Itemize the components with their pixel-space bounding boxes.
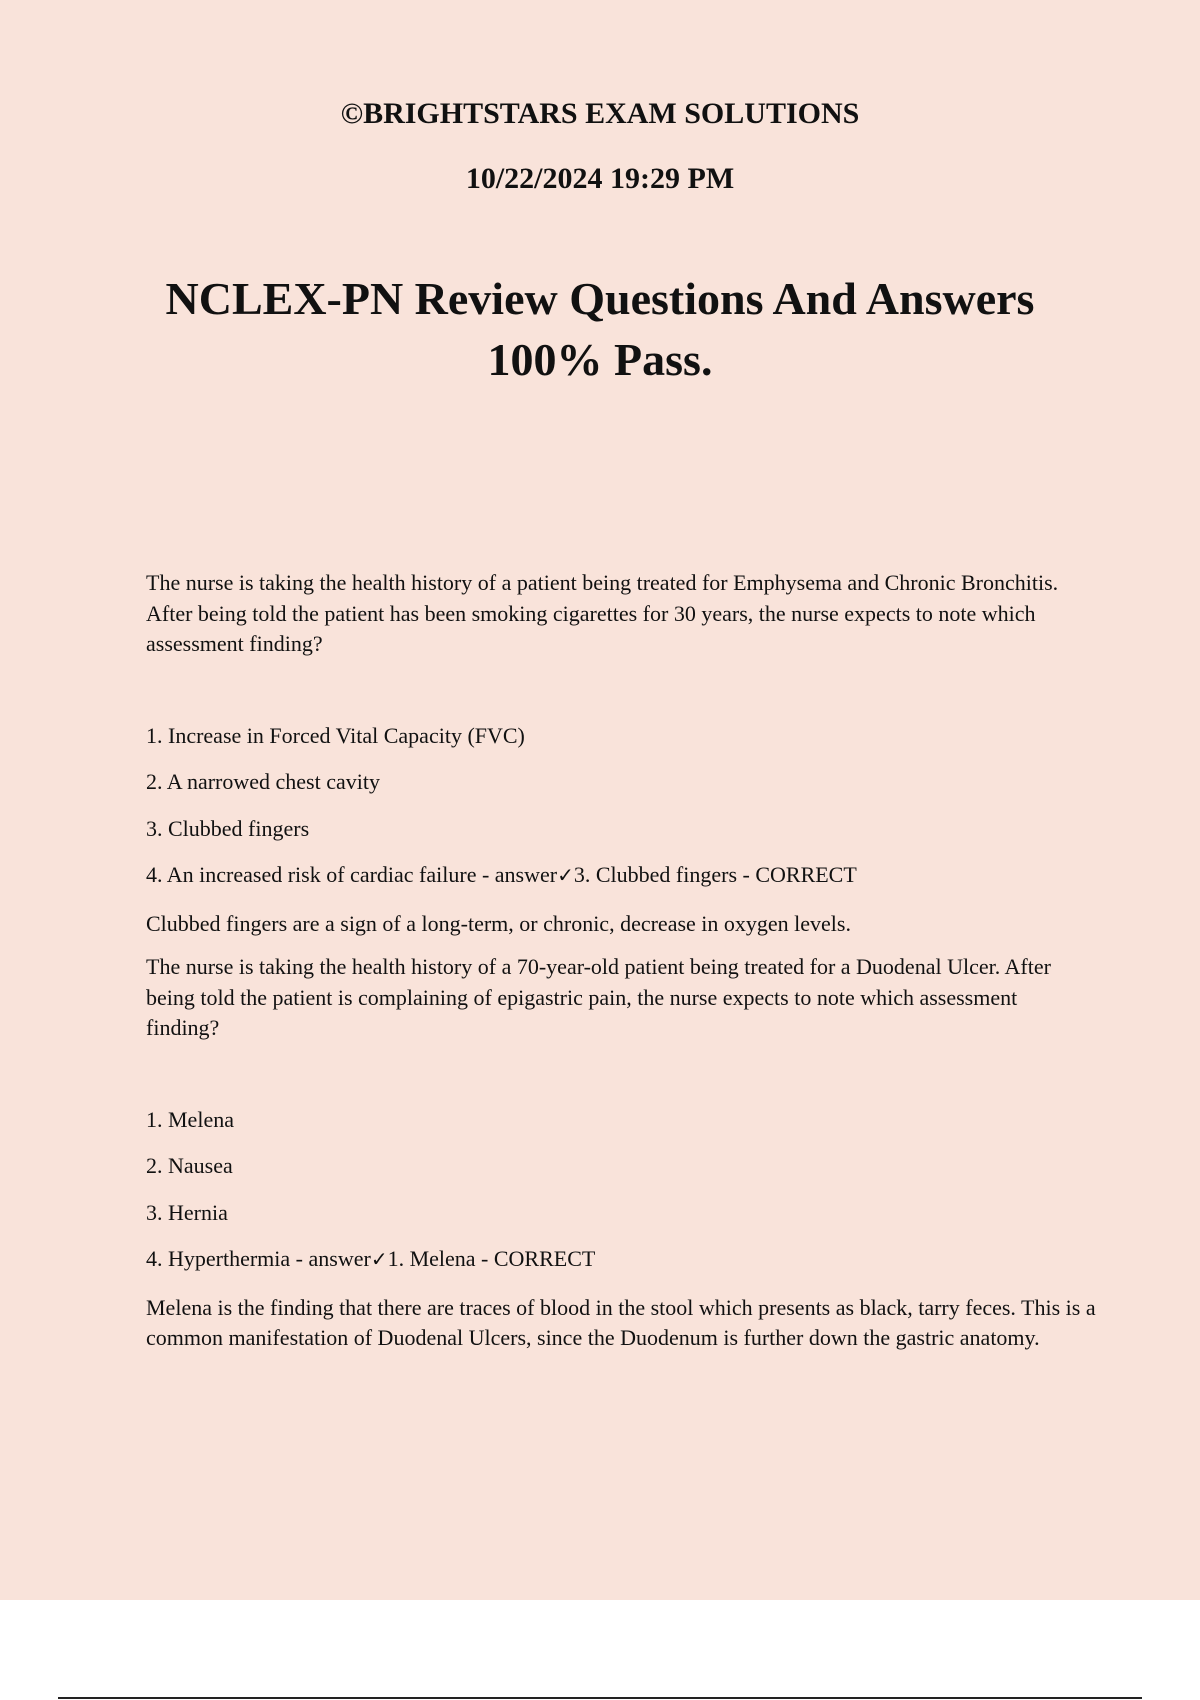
answer-option: 1. Increase in Forced Vital Capacity (FVC) bbox=[146, 722, 525, 748]
answer-option: 3. Clubbed fingers bbox=[146, 815, 310, 841]
answer-option: 2. A narrowed chest cavity bbox=[146, 769, 380, 794]
answer-option: 2. Nausea bbox=[146, 1153, 233, 1178]
answer-option-text: 4. Hyperthermia - answer bbox=[146, 1246, 371, 1271]
answer-rationale: Melena is the finding that there are traces of blood in the stool which presents as black, tarry feces. This is a common manifestation of Duodenal Ulcers, since the Duodenum is further down the gastric anatomy. bbox=[146, 1294, 1096, 1350]
header-datetime: 10/22/2024 19:29 PM bbox=[465, 162, 735, 195]
document-title-line-1: NCLEX-PN Review Questions And Answers bbox=[165, 273, 1035, 324]
checkmark-icon: ✓ bbox=[370, 1247, 388, 1271]
document-content bbox=[146, 568, 1096, 1367]
correct-answer: 1. Melena - CORRECT bbox=[387, 1246, 596, 1271]
correct-answer: 3. Clubbed fingers - CORRECT bbox=[573, 862, 857, 887]
answer-rationale: Clubbed fingers are a sign of a long-term, or chronic, decrease in oxygen levels. bbox=[146, 910, 851, 936]
answer-option: 1. Melena bbox=[146, 1106, 234, 1132]
answer-option-with-key bbox=[146, 1244, 1096, 1275]
document-title-line-2: 100% Pass. bbox=[487, 334, 713, 385]
question-block-1 bbox=[146, 568, 1096, 939]
header-organization: ©BRIGHTSTARS EXAM SOLUTIONS bbox=[340, 97, 860, 130]
question-stem: The nurse is taking the health history of a 70-year-old patient being treated for a Duodenal Ulcer. After being told the patient is complaining of epigastric pain, the nurse expects to note which assessment finding? bbox=[146, 954, 1051, 1040]
question-block-2 bbox=[146, 952, 1096, 1354]
answer-option-text: 4. An increased risk of cardiac failure - answer bbox=[146, 862, 558, 887]
answer-option: 3. Hernia bbox=[146, 1199, 228, 1225]
document-title bbox=[100, 268, 1100, 390]
question-stem: The nurse is taking the health history of a patient being treated for Emphysema and Chronic Bronchitis. After being told the patient has been smoking cigarettes for 30 years, the nurse expects to note which assessment finding? bbox=[146, 570, 1059, 656]
answer-option-with-key bbox=[146, 860, 1096, 891]
footer-divider bbox=[58, 1697, 1142, 1699]
checkmark-icon: ✓ bbox=[557, 863, 574, 887]
